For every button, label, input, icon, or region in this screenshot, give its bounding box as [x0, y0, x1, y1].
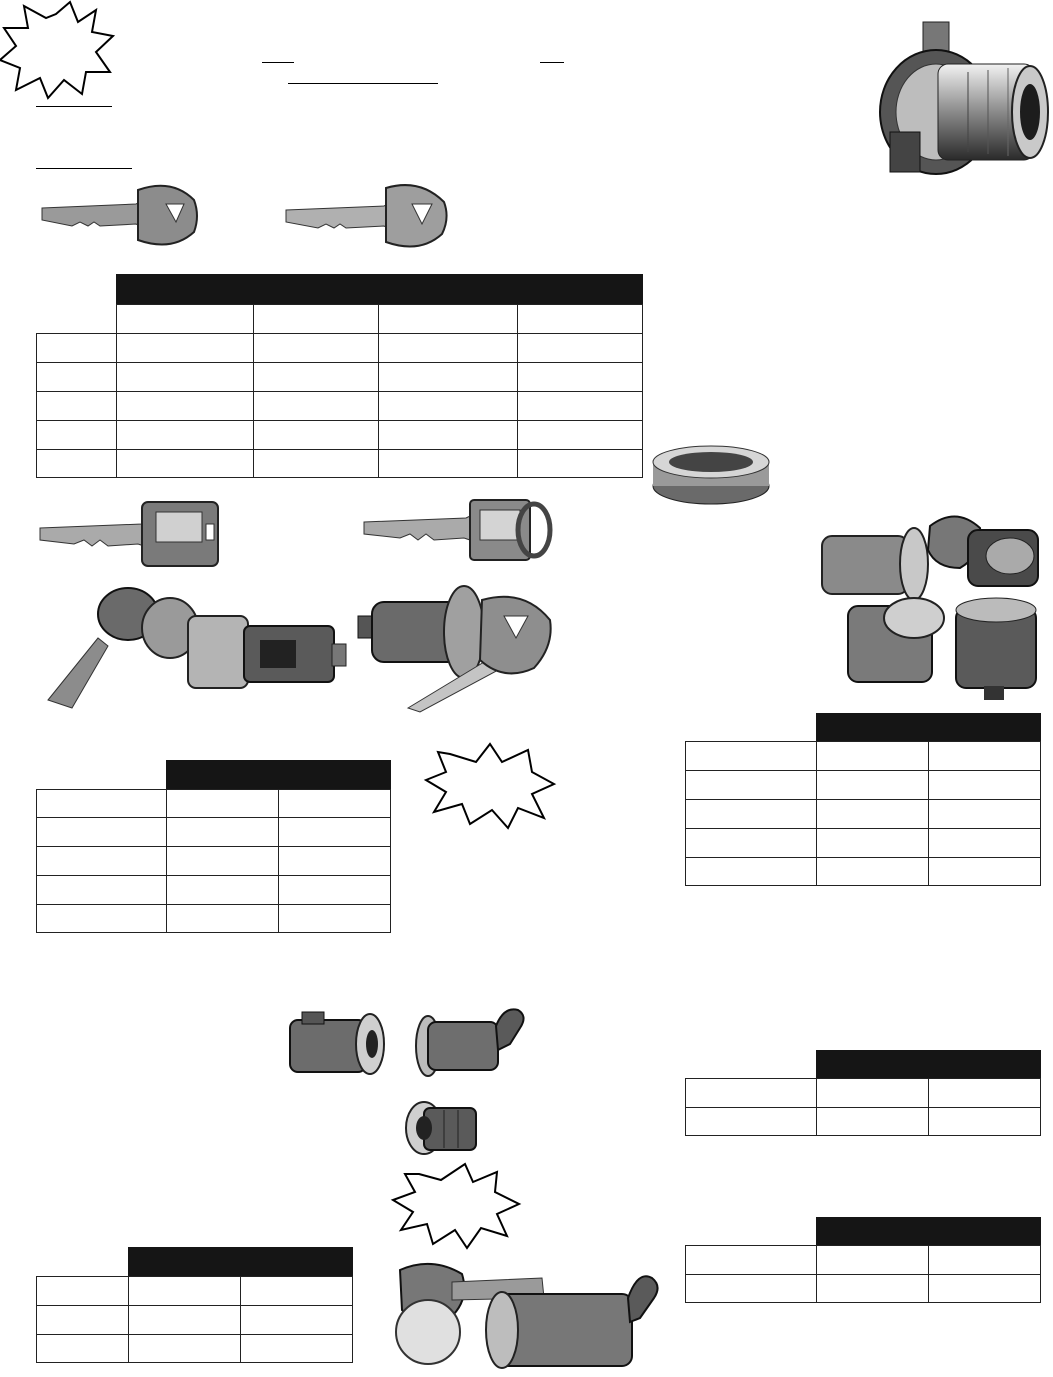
table-row [816, 828, 929, 858]
table-row [253, 333, 379, 363]
table-row [36, 846, 167, 876]
table-row [928, 1078, 1041, 1108]
key-style-2-photo [284, 180, 449, 250]
ignition-lock-set-photo [48, 582, 348, 712]
table-row [253, 449, 379, 478]
gm-key-square-head-photo [38, 498, 220, 570]
lock-set-table [36, 760, 391, 933]
table-row [928, 1245, 1041, 1275]
table-row [685, 828, 817, 858]
door-lock-set-photo [354, 582, 554, 712]
table-row [36, 362, 117, 392]
table-row [36, 1334, 129, 1363]
right-lock-table-2 [685, 1050, 1041, 1136]
table-row [378, 449, 518, 478]
table-row [36, 1276, 129, 1306]
heading-rule [36, 106, 112, 107]
table-row [278, 846, 391, 876]
table-row [278, 789, 391, 818]
heading-rule [288, 83, 438, 84]
trunk-lock-with-keys-photo [392, 1256, 662, 1374]
table-row [816, 1274, 929, 1303]
table-header-bar [816, 1050, 1041, 1079]
table-row [240, 1334, 353, 1363]
table-row [253, 391, 379, 421]
table-header-bar [166, 760, 391, 790]
table-row [685, 741, 817, 771]
table-row [685, 1107, 817, 1136]
table-row [685, 770, 817, 800]
table-header-bar [816, 713, 1041, 742]
table-row [36, 391, 117, 421]
table-row [816, 770, 929, 800]
table-row [517, 362, 643, 392]
table-row [128, 1305, 241, 1335]
table-row [928, 828, 1041, 858]
new-badge-bottom [385, 1160, 525, 1250]
table-row [928, 799, 1041, 829]
table-row [36, 1305, 129, 1335]
column-header [116, 304, 254, 334]
table-row [36, 449, 117, 478]
trunk-lock-cylinder-photo [410, 1004, 530, 1078]
table-row [816, 799, 929, 829]
table-row [278, 875, 391, 905]
table-row [816, 1245, 929, 1275]
table-header-bar [128, 1247, 353, 1277]
table-row [928, 1107, 1041, 1136]
table-row [517, 420, 643, 450]
table-row [116, 420, 254, 450]
table-row [278, 904, 391, 933]
heading-rule [36, 168, 132, 169]
right-lock-table-3 [685, 1217, 1041, 1303]
glovebox-lock-cylinder-photo [286, 1010, 386, 1078]
table-row [685, 1274, 817, 1303]
table-row [166, 817, 279, 847]
multi-lock-cylinders-photo [818, 506, 1046, 706]
new-badge-top-left [0, 0, 115, 100]
table-row [36, 875, 167, 905]
table-row [36, 333, 117, 363]
bottom-left-table [36, 1247, 353, 1363]
table-row [685, 1078, 817, 1108]
table-row [166, 789, 279, 818]
table-row [378, 391, 518, 421]
table-row [166, 904, 279, 933]
table-row [166, 846, 279, 876]
table-row [116, 333, 254, 363]
new-badge-middle [420, 740, 560, 830]
heading-rule [262, 62, 294, 63]
table-row [240, 1276, 353, 1306]
heading-rule [540, 62, 564, 63]
column-header [253, 304, 379, 334]
table-row [928, 770, 1041, 800]
bezel-ring-photo [650, 440, 772, 508]
table-row [685, 799, 817, 829]
small-lock-cylinder-photo [404, 1098, 488, 1160]
table-row [253, 362, 379, 392]
table-row [116, 449, 254, 478]
table-header-bar [816, 1217, 1041, 1246]
table-row [378, 420, 518, 450]
table-row [928, 741, 1041, 771]
right-lock-table-1 [685, 713, 1041, 886]
table-row [240, 1305, 353, 1335]
table-row [816, 1078, 929, 1108]
key-style-1-photo [40, 180, 200, 250]
table-row [816, 1107, 929, 1136]
column-header [517, 304, 643, 334]
table-row [278, 817, 391, 847]
table-row [116, 391, 254, 421]
ignition-switch-cylinder-photo [868, 12, 1050, 180]
table-row [36, 420, 117, 450]
key-table [36, 274, 643, 478]
table-header-bar [116, 274, 643, 304]
table-row [928, 1274, 1041, 1303]
table-row [116, 362, 254, 392]
column-header [378, 304, 518, 334]
table-row [517, 391, 643, 421]
table-row [816, 857, 929, 886]
table-row [36, 789, 167, 818]
table-row [128, 1276, 241, 1306]
table-row [166, 875, 279, 905]
table-row [128, 1334, 241, 1363]
table-row [816, 741, 929, 771]
table-row [378, 362, 518, 392]
gm-key-oval-head-photo [362, 496, 552, 566]
table-row [378, 333, 518, 363]
table-row [36, 904, 167, 933]
table-row [517, 449, 643, 478]
table-row [685, 1245, 817, 1275]
table-row [685, 857, 817, 886]
table-row [36, 817, 167, 847]
table-row [253, 420, 379, 450]
table-row [517, 333, 643, 363]
table-row [928, 857, 1041, 886]
